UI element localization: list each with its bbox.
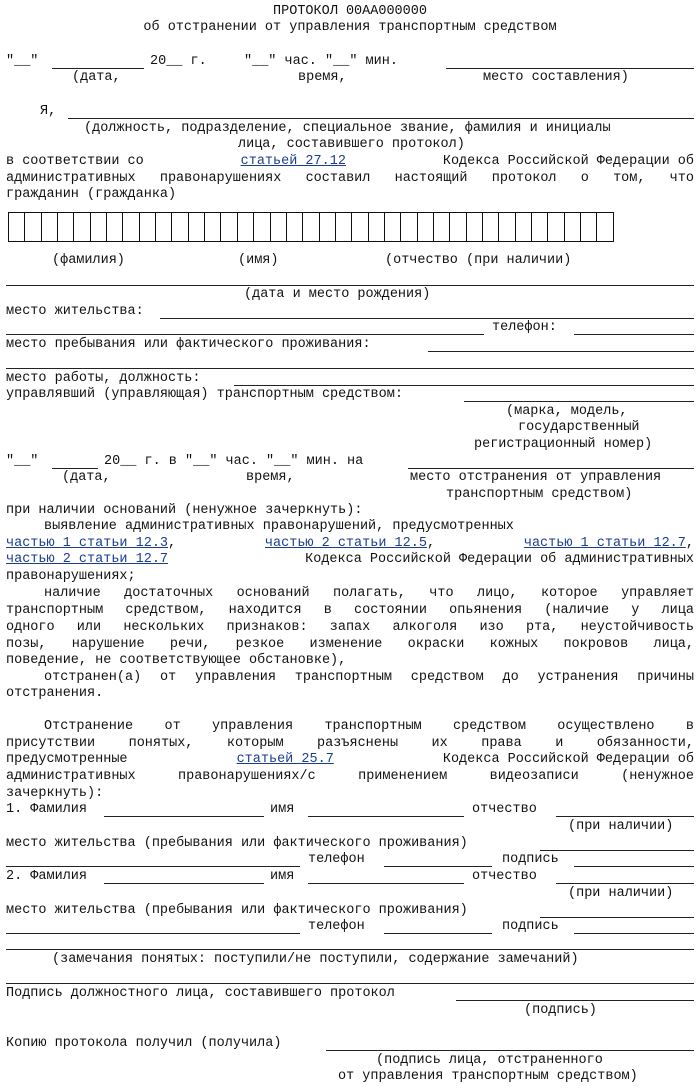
stay-field[interactable]: [428, 351, 694, 352]
name-cell: [107, 213, 123, 241]
intro-text-a: в соответствии со: [6, 154, 144, 169]
residence-label: место жительства:: [6, 304, 144, 319]
intro-line-3: гражданин (гражданка): [6, 187, 177, 202]
witness-intro-line-5: зачеркнуть):: [6, 786, 104, 801]
official-signature-field[interactable]: [456, 1000, 694, 1001]
surname-caption: (фамилия): [52, 253, 125, 268]
witness1-signature-label: подпись: [502, 852, 559, 867]
witness1-patronymic-label: отчество: [472, 802, 537, 817]
name-cell: [238, 213, 254, 241]
part-1-art-12-3-link[interactable]: частью 1 статьи 12.3: [6, 536, 169, 551]
name-cell: [467, 213, 483, 241]
place-caption: место составления): [483, 70, 629, 85]
name-cell: [58, 213, 74, 241]
officer-ya: Я,: [40, 104, 57, 119]
witness2-surname-label: 2. Фамилия: [6, 869, 88, 884]
protocol-title: ПРОТОКОЛ 00АА000000: [273, 4, 427, 19]
name-cell: [434, 213, 450, 241]
name-cell: [532, 213, 548, 241]
witness1-name-field[interactable]: [308, 816, 464, 817]
phone-field[interactable]: [574, 334, 694, 335]
work-label: место работы, должность:: [6, 371, 201, 386]
witness-intro-line-3: [6, 751, 694, 768]
grounds-heading: при наличии оснований (ненужное зачеркнуть):: [6, 503, 363, 518]
name-cell: [483, 213, 499, 241]
name-cell: [565, 213, 581, 241]
name-caption: (имя): [238, 253, 279, 268]
copy-caption-2: от управления транспортным средством): [338, 1069, 638, 1084]
name-cell: [418, 213, 434, 241]
part-2-art-12-7-link[interactable]: частью 2 статьи 12.7: [6, 552, 169, 567]
protocol-subtitle: об отстранении от управления транспортным средством: [143, 20, 557, 35]
date-day: "__": [6, 54, 39, 69]
name-cell: [123, 213, 139, 241]
residence-field-2[interactable]: [6, 334, 484, 335]
removal-time: 20__ г. в "__" час. "__" мин. на: [104, 454, 364, 469]
removal-place-caption-1: место отстранения от управления: [410, 470, 662, 485]
removal-place-caption-2: транспортным средством): [446, 487, 633, 502]
name-cell: [597, 213, 612, 241]
vehicle-caption-2: государственный: [518, 420, 640, 435]
vehicle-caption-1: (марка, модель,: [506, 404, 628, 419]
witness1-name-label: имя: [270, 802, 295, 817]
name-cell: [9, 213, 25, 241]
grounds-3-line-2: отстранения.: [6, 686, 104, 701]
officer-caption-2: лица, составившего протокол): [238, 137, 465, 152]
copy-received-label: Копию протокола получил (получила): [6, 1036, 282, 1051]
copy-caption-1: (подпись лица, отстраненного: [376, 1053, 603, 1068]
name-cells[interactable]: [8, 212, 614, 242]
name-cell: [320, 213, 336, 241]
date-caption: (дата,: [72, 70, 121, 85]
date-year: 20__ г.: [150, 54, 207, 69]
grounds-1-line-1: [44, 518, 694, 535]
witness-intro-line-2: присутствии понятых, которым разъяснены их права и обязанности,: [6, 736, 694, 751]
grounds-2-line-2: транспортным средством, находится в состоянии опьянения (наличие у лица: [6, 603, 694, 618]
name-cell: [91, 213, 107, 241]
intro-text-b: Кодекса Российской Федерации об: [442, 154, 694, 169]
grounds-3-line-1: отстранен(а) от управления транспортным средством до устранения причины: [44, 670, 694, 685]
witness2-patronymic-label: отчество: [472, 869, 537, 884]
vehicle-caption-3: регистрационный номер): [474, 437, 653, 452]
witness2-residence-field-2[interactable]: [6, 933, 300, 934]
name-cell: [516, 213, 532, 241]
official-signature-caption: (подпись): [524, 1003, 597, 1018]
name-cell: [385, 213, 401, 241]
name-cell: [548, 213, 564, 241]
grounds-2-line-4: позы, нарушение речи, резкое изменение окраски кожных покровов лица,: [6, 637, 694, 652]
name-cell: [369, 213, 385, 241]
witness2-phone-field[interactable]: [384, 933, 492, 934]
grounds-1-line-4: правонарушениях;: [6, 569, 136, 584]
name-cell: [221, 213, 237, 241]
remarks-field-2[interactable]: [6, 983, 694, 984]
witness1-if-any: (при наличии): [568, 819, 674, 834]
witness1-phone-field[interactable]: [384, 866, 492, 867]
name-cell: [156, 213, 172, 241]
witness-intro-text-a: предусмотренные: [6, 752, 128, 767]
grounds-2-line-3: одного или нескольких признаков: запах алкоголя изо рта, неустойчивость: [6, 620, 694, 635]
witness2-residence-label: место жительства (пребывания или фактического проживания): [6, 903, 468, 918]
name-cell: [172, 213, 188, 241]
removal-day: "__": [6, 454, 39, 469]
witness1-residence-label: место жительства (пребывания или фактического проживания): [6, 836, 468, 851]
witness1-surname-label: 1. Фамилия: [6, 802, 88, 817]
name-cell: [205, 213, 221, 241]
name-cell: [401, 213, 417, 241]
name-cell: [450, 213, 466, 241]
witness2-phone-label: телефон: [308, 919, 365, 934]
officer-caption-1: (должность, подразделение, специальное звание, фамилия и инициалы: [84, 121, 611, 136]
official-signature-label: Подпись должностного лица, составившего протокол: [6, 986, 395, 1001]
witness2-name-field[interactable]: [308, 883, 464, 884]
witness2-name-label: имя: [270, 869, 295, 884]
date-time: "__" час. "__" мин.: [244, 54, 398, 69]
remarks-field[interactable]: [6, 949, 694, 950]
witness2-signature-label: подпись: [502, 919, 559, 934]
vehicle-field[interactable]: [464, 401, 694, 402]
witness-intro-line-4: административных правонарушениях/с применением видеозаписи (ненужное: [6, 769, 694, 784]
name-cell: [189, 213, 205, 241]
name-cell: [140, 213, 156, 241]
birth-caption: (дата и место рождения): [244, 287, 431, 302]
copy-signature-field[interactable]: [326, 1050, 694, 1051]
stay-label: место пребывания или фактического проживания:: [6, 337, 371, 352]
witness2-patronymic-field[interactable]: [556, 883, 694, 884]
intro-line-2: административных правонарушениях составил настоящий протокол о том, что: [6, 171, 694, 186]
grounds-1-text: выявление административных правонарушений, предусмотренных: [44, 519, 514, 534]
grounds-2-line-1: наличие достаточных оснований полагать, что лицо, которое управляет: [44, 586, 694, 601]
part-2-art-12-5-link[interactable]: частью 2 статьи 12.5: [264, 536, 427, 551]
part-1-art-12-7-link[interactable]: частью 1 статьи 12.7: [523, 536, 686, 551]
witness1-patronymic-field[interactable]: [556, 816, 694, 817]
stay-field-2[interactable]: [6, 368, 694, 369]
grounds-2-line-5: поведение, не соответствующее обстановке),: [6, 653, 347, 668]
name-cell: [25, 213, 41, 241]
phone-label: телефон:: [492, 320, 557, 335]
name-cell: [254, 213, 270, 241]
grounds-1-code-text: Кодекса Российской Федерации об административных: [305, 552, 694, 567]
removal-time-caption: время,: [246, 470, 295, 485]
name-cell: [303, 213, 319, 241]
removal-date-caption: (дата,: [62, 470, 111, 485]
witness2-residence-field[interactable]: [540, 917, 694, 918]
patronymic-caption: (отчество (при наличии): [385, 253, 572, 268]
witness-intro-text-b: Кодекса Российской Федерации об: [442, 752, 694, 767]
name-cell: [74, 213, 90, 241]
grounds-1-line-3: [6, 551, 694, 568]
article-25-7-link[interactable]: статьей 25.7: [236, 752, 334, 767]
name-cell: [42, 213, 58, 241]
name-cell: [499, 213, 515, 241]
intro-line-1: [6, 153, 694, 170]
time-caption: время,: [298, 70, 347, 85]
residence-field[interactable]: [160, 318, 694, 319]
grounds-1-line-2: частью 1 статьи 12.3, частью 2 статьи 12.5, частью 1 статьи 12.7,: [6, 536, 694, 551]
name-cell: [287, 213, 303, 241]
officer-field[interactable]: [68, 118, 694, 119]
name-cell: [271, 213, 287, 241]
witness1-phone-label: телефон: [308, 852, 365, 867]
witness1-residence-field-2[interactable]: [6, 866, 300, 867]
driver-label: управлявший (управляющая) транспортным средством:: [6, 387, 403, 402]
article-27-12-link[interactable]: статьей 27.12: [240, 154, 346, 169]
witness-intro-line-1: Отстранение от управления транспортным средством осуществлено в: [44, 719, 694, 734]
witness2-if-any: (при наличии): [568, 886, 674, 901]
name-cell: [336, 213, 352, 241]
name-cell: [581, 213, 597, 241]
witness1-surname-field[interactable]: [104, 816, 264, 817]
remarks-caption: (замечания понятых: поступили/не поступили, содержание замечаний): [52, 952, 579, 967]
witness1-signature-field[interactable]: [574, 866, 694, 867]
witness1-residence-field[interactable]: [540, 850, 694, 851]
witness2-signature-field[interactable]: [574, 933, 694, 934]
witness2-surname-field[interactable]: [104, 883, 264, 884]
name-cell: [352, 213, 368, 241]
